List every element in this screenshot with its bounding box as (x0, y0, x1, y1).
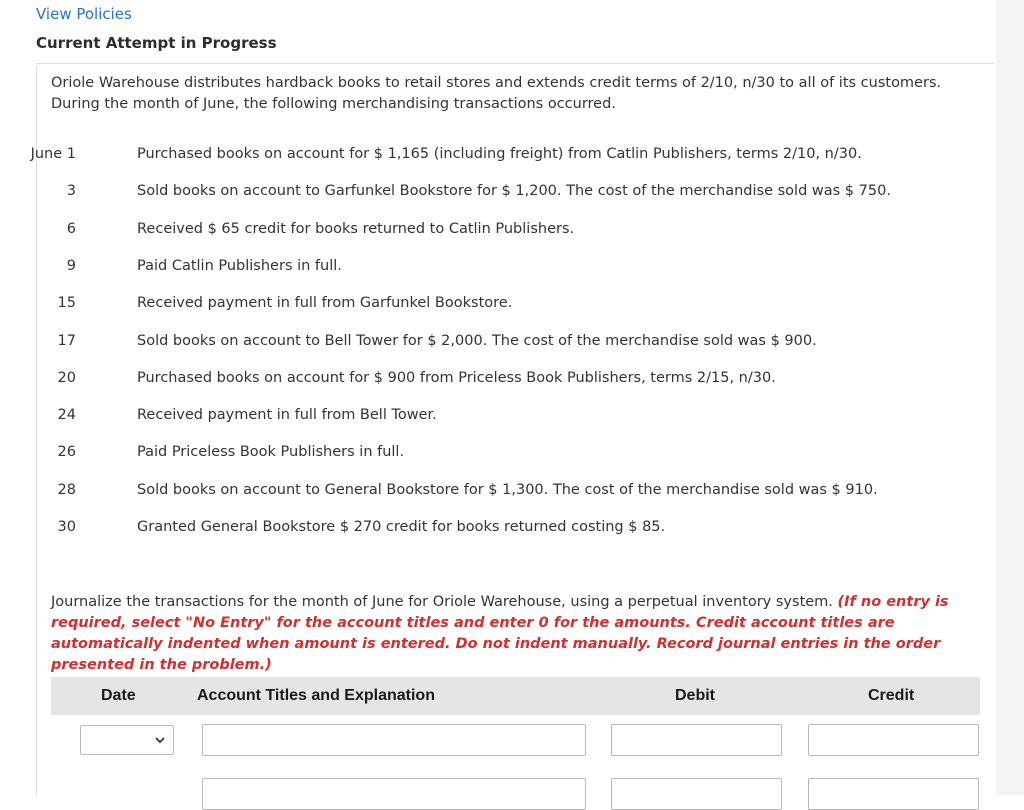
transaction-description: Purchased books on account for $ 900 from Priceless Book Publishers, terms 2/15, n/30. (137, 370, 776, 386)
transaction-description: Paid Catlin Publishers in full. (137, 258, 342, 274)
transaction-row (0, 519, 996, 541)
account-title-input[interactable] (202, 724, 586, 756)
transaction-description: Received payment in full from Garfunkel Bookstore. (137, 295, 513, 311)
transaction-description: Sold books on account to Bell Tower for $ 2,000. The cost of the merchandise sold was $ 900. (137, 333, 817, 349)
account-title-input-row2[interactable] (202, 778, 586, 810)
view-policies-link[interactable]: View Policies (36, 5, 132, 23)
transaction-row (0, 333, 996, 355)
transaction-date: 6 (66, 221, 76, 237)
transaction-description: Purchased books on account for $ 1,165 (including freight) from Catlin Publishers, terms 2/10, n/30. (137, 146, 862, 162)
chevron-down-icon (155, 735, 165, 745)
account-column-header: Account Titles and Explanation (197, 687, 435, 704)
transaction-date: 9 (66, 258, 76, 274)
transaction-row (0, 221, 996, 243)
transaction-description: Granted General Bookstore $ 270 credit for books returned costing $ 85. (137, 519, 666, 535)
transaction-row (0, 146, 996, 168)
credit-column-header: Credit (868, 687, 915, 704)
instruction-text: Journalize the transactions for the month of June for Oriole Warehouse, using a perpetual inventory system. (51, 594, 833, 610)
journal-table-header (51, 677, 980, 715)
transaction-date: 17 (57, 333, 76, 349)
transaction-date: 15 (57, 295, 76, 311)
transaction-row (0, 444, 996, 466)
transaction-row (0, 370, 996, 392)
transaction-date: 20 (57, 370, 76, 386)
transaction-row (0, 407, 996, 429)
transaction-description: Received $ 65 credit for books returned to Catlin Publishers. (137, 221, 575, 237)
instruction-note: (If no entry is required, select "No Entry" for the account titles and enter 0 for the amounts. Credit account titles are automatically indented when amount is entered. Do not indent manually. Record journal entries in the order presented in the problem.) (51, 594, 949, 673)
attempt-status: Current Attempt in Progress (36, 34, 277, 52)
credit-input[interactable] (808, 724, 979, 756)
transaction-description: Paid Priceless Book Publishers in full. (137, 444, 405, 460)
transaction-date: 3 (66, 183, 76, 199)
transaction-date: 30 (57, 519, 76, 535)
credit-input-row2[interactable] (808, 778, 979, 810)
transaction-date: June 1 (30, 146, 76, 162)
transaction-description: Sold books on account to Garfunkel Bookstore for $ 1,200. The cost of the merchandise sold was $ 750. (137, 183, 891, 199)
transaction-date: 26 (57, 444, 76, 460)
debit-input[interactable] (611, 724, 782, 756)
transaction-row (0, 482, 996, 504)
transaction-date: 24 (57, 407, 76, 423)
debit-input-row2[interactable] (611, 778, 782, 810)
transaction-description: Sold books on account to General Bookstore for $ 1,300. The cost of the merchandise sold was $ 910. (137, 482, 878, 498)
header-divider (36, 63, 994, 64)
instructions (51, 592, 971, 676)
transaction-row (0, 258, 996, 280)
transaction-description: Received payment in full from Bell Tower. (137, 407, 437, 423)
transaction-row (0, 183, 996, 205)
debit-column-header: Debit (675, 687, 715, 704)
date-column-header: Date (101, 687, 136, 704)
transaction-row (0, 295, 996, 317)
transaction-date: 28 (57, 482, 76, 498)
date-select[interactable] (80, 725, 174, 755)
problem-intro: Oriole Warehouse distributes hardback books to retail stores and extends credit terms of 2/10, n/30 to all of its customers. During the month of June, the following merchandising transactions occurred. (51, 75, 942, 112)
